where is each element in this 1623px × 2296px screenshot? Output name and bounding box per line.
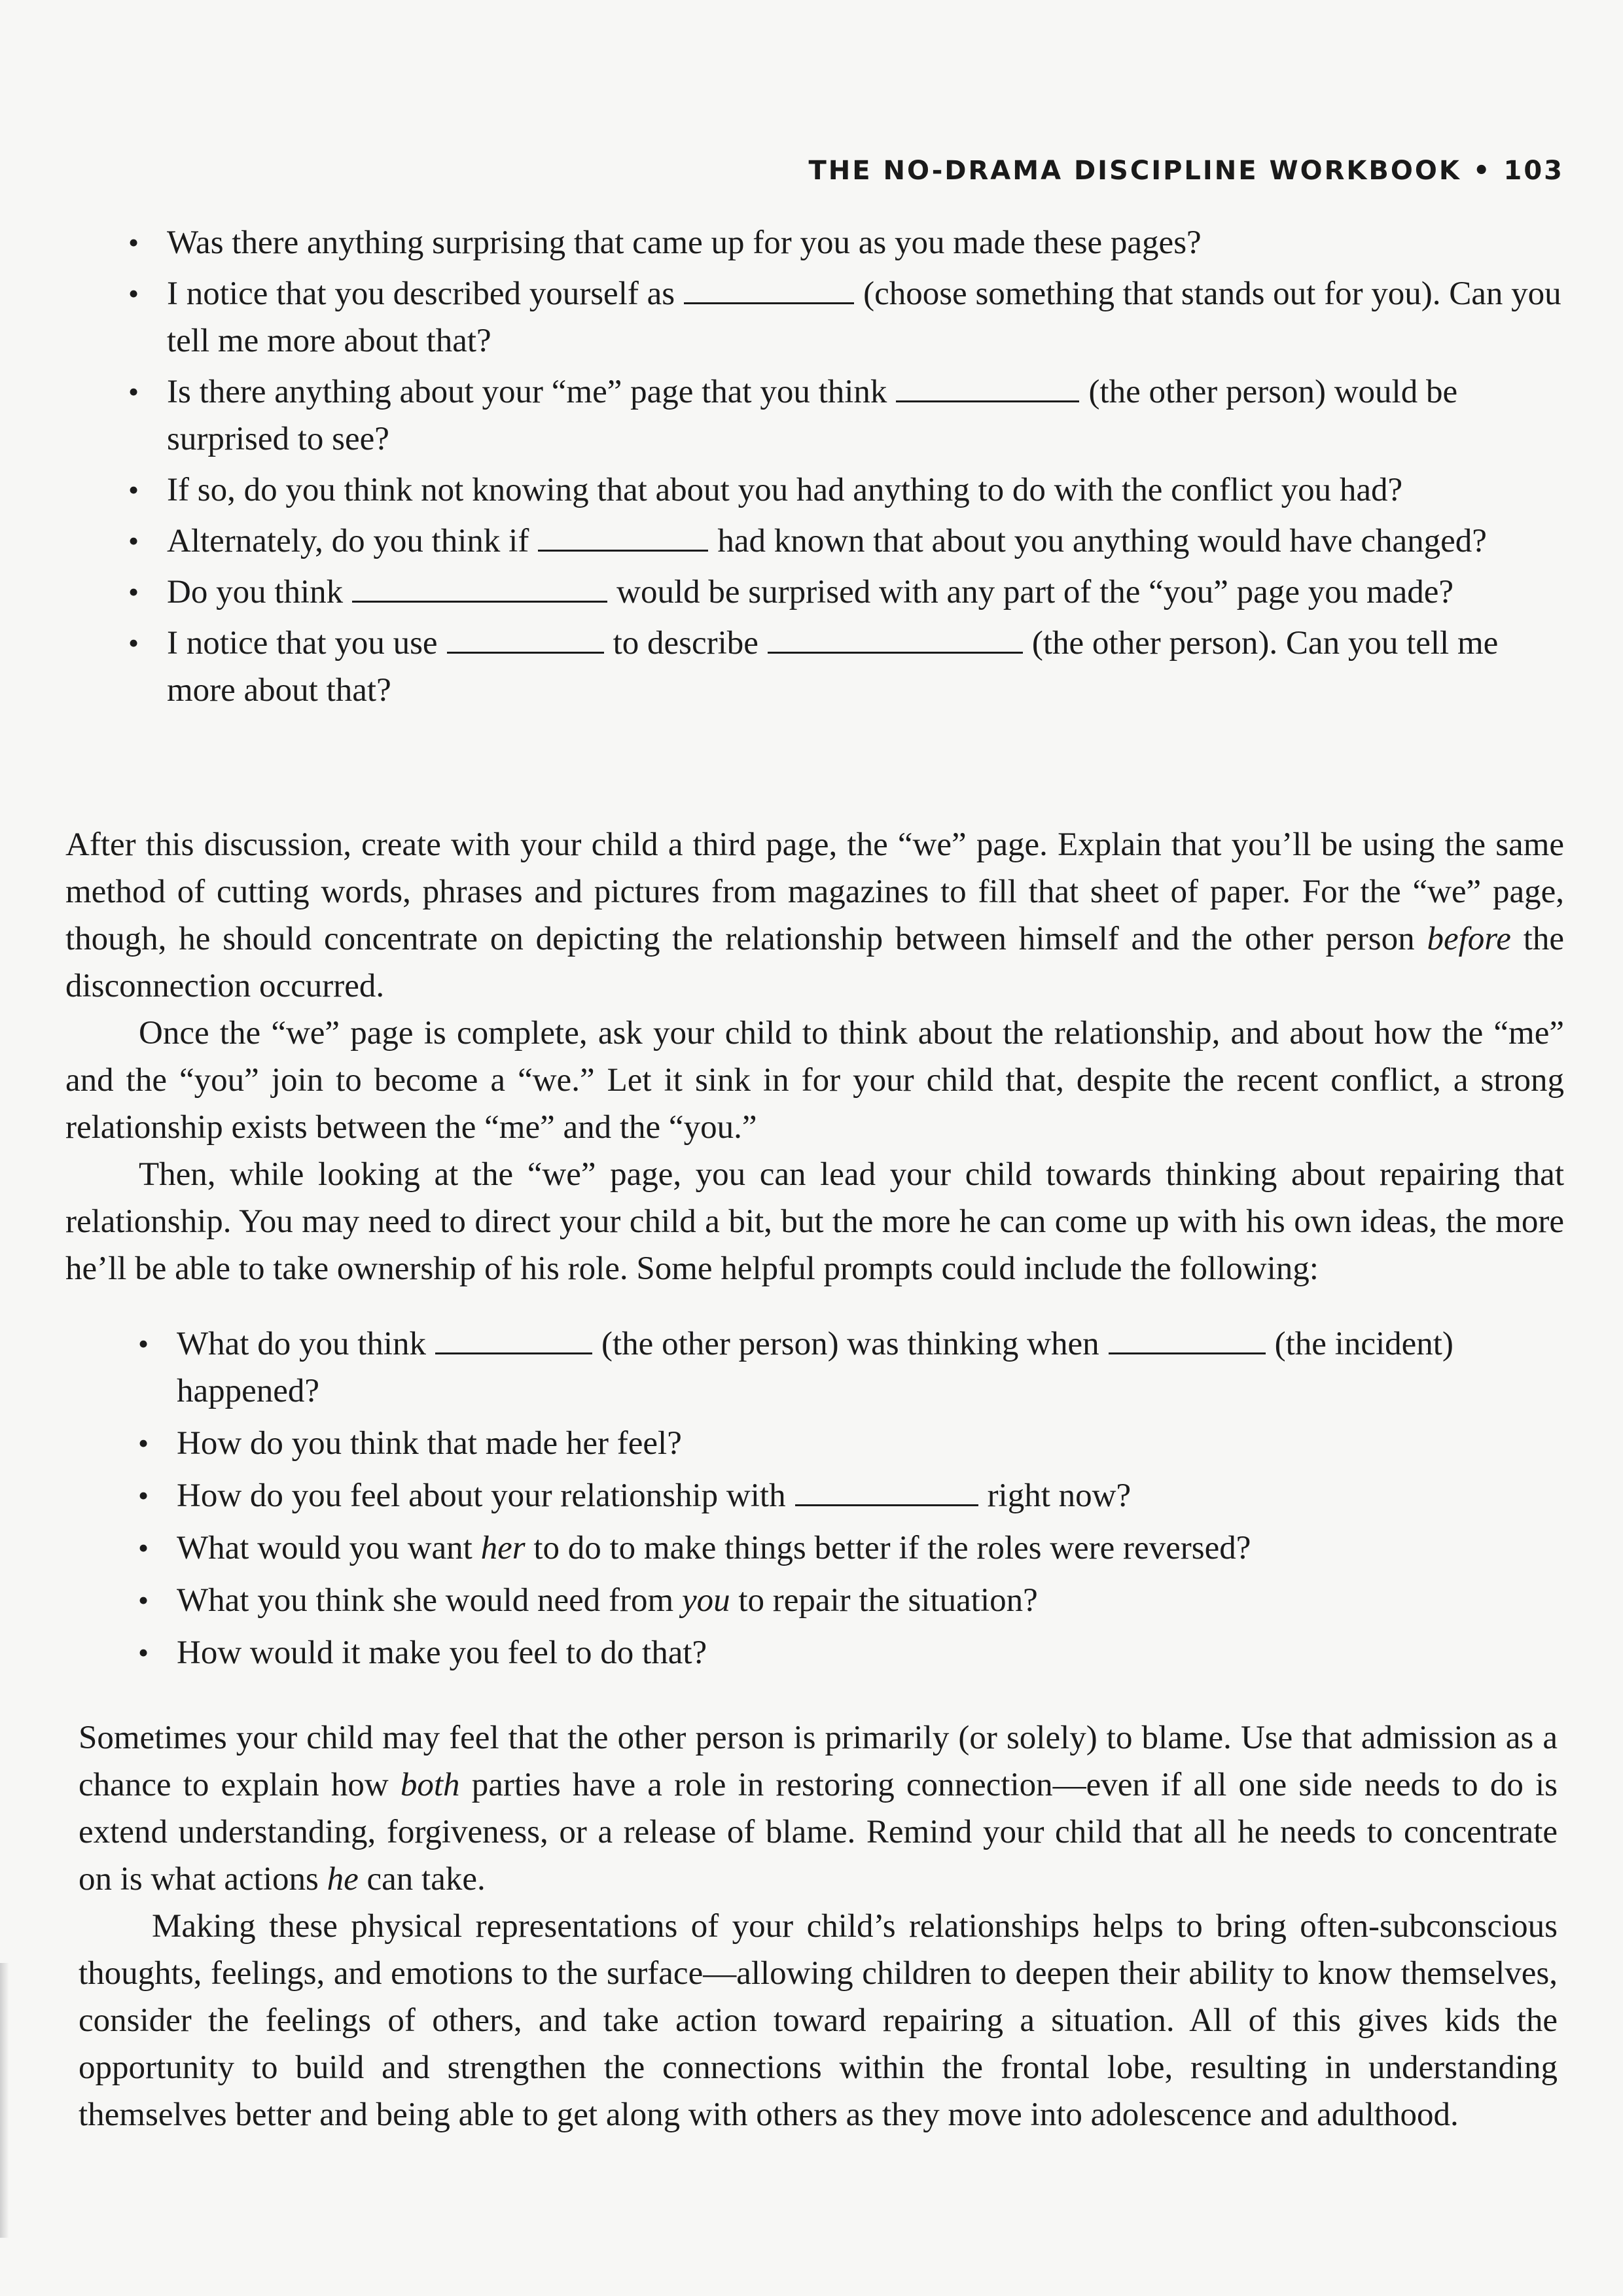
fill-in-blank (352, 600, 607, 603)
list-item: • How would it make you feel to do that? (134, 1629, 1561, 1676)
fill-in-blank (684, 302, 854, 304)
list-item: • I notice that you described yourself as (choose something that stands out for you). Can you tell me more about that? (124, 270, 1564, 364)
fill-in-blank (795, 1504, 978, 1506)
paragraph: After this discussion, create with your child a third page, the “we” page. Explain that you’ll be using the same method of cutting words, phrases and pictures from magazines to fill that sheet of paper. For the “we” page, though, he should concentrate on depicting the relationship between himself and the other person before the disconnection occurred. (65, 826, 1565, 1004)
fill-in-blank (538, 549, 708, 552)
page-number: 103 (1503, 156, 1564, 186)
paragraph: Once the “we” page is complete, ask your child to think about the relationship, and about how the “me” and the “you” join to become a “we.” Let it sink in for your child that, despite the recent conflict, a strong relationship exists between the “me” and the “you.” (65, 1015, 1564, 1146)
reflection-questions-list (124, 219, 1564, 718)
running-header (808, 156, 1564, 186)
paragraph: Then, while looking at the “we” page, you can lead your child towards thinking about repairing that relationship. You may need to direct your child a bit, but the more he can come up with his own ideas, the more he’ll be able to take ownership of his role. Some helpful prompts could include the following: (65, 1156, 1564, 1287)
fill-in-blank (1109, 1352, 1266, 1354)
list-item: • Is there anything about your “me” page that you think (the other person) would be surprised to see? (124, 368, 1564, 463)
fill-in-blank (447, 651, 604, 654)
list-item: • What you think she would need from you to repair the situation? (134, 1577, 1561, 1624)
list-item: • What would you want her to do to make things better if the roles were reversed? (134, 1525, 1561, 1572)
list-item: • Was there anything surprising that came up for you as you made these pages? (124, 219, 1564, 266)
list-item: • How do you think that made her feel? (134, 1420, 1561, 1467)
list-item: • Do you think would be surprised with any part of the “you” page you made? (124, 569, 1564, 616)
list-item: • Alternately, do you think if had known that about you anything would have changed? (124, 518, 1564, 565)
fill-in-blank (435, 1352, 592, 1354)
body-text-section-2 (79, 1714, 1558, 2138)
fill-in-blank (896, 400, 1079, 402)
list-item: • What do you think (the other person) was thinking when (the incident) happened? (134, 1320, 1561, 1415)
paragraph: Making these physical representations of your child’s relationships helps to bring often-subconscious thoughts, feelings, and emotions to the surface—allowing children to deepen their ability to know themselves, consider the feelings of others, and take action toward repairing a situation. All of this gives kids the opportunity to build and strengthen the connections within the frontal lobe, resulting in understanding themselves better and being able to get along with others as they move into adolescence and adulthood. (79, 1908, 1558, 2133)
book-title: THE NO-DRAMA DISCIPLINE WORKBOOK (808, 156, 1461, 186)
paragraph: Sometimes your child may feel that the other person is primarily (or solely) to blame. Use that admission as a chance to explain how both parties have a role in restoring connection—even if all one side needs to do is extend understanding, forgiveness, or a release of blame. Remind your child that all he needs to concentrate on is what actions he can take. (79, 1720, 1558, 1898)
list-item: • I notice that you use to describe (the other person). Can you tell me more about that? (124, 620, 1564, 714)
body-text-section-1 (65, 821, 1564, 1292)
header-separator: • (1472, 156, 1492, 186)
list-item: • How do you feel about your relationship with right now? (134, 1472, 1561, 1519)
repair-prompts-list (134, 1320, 1561, 1682)
fill-in-blank (768, 651, 1023, 654)
page-edge-shadow (0, 1963, 9, 2238)
list-item: • If so, do you think not knowing that about you had anything to do with the conflict you had? (124, 467, 1564, 514)
